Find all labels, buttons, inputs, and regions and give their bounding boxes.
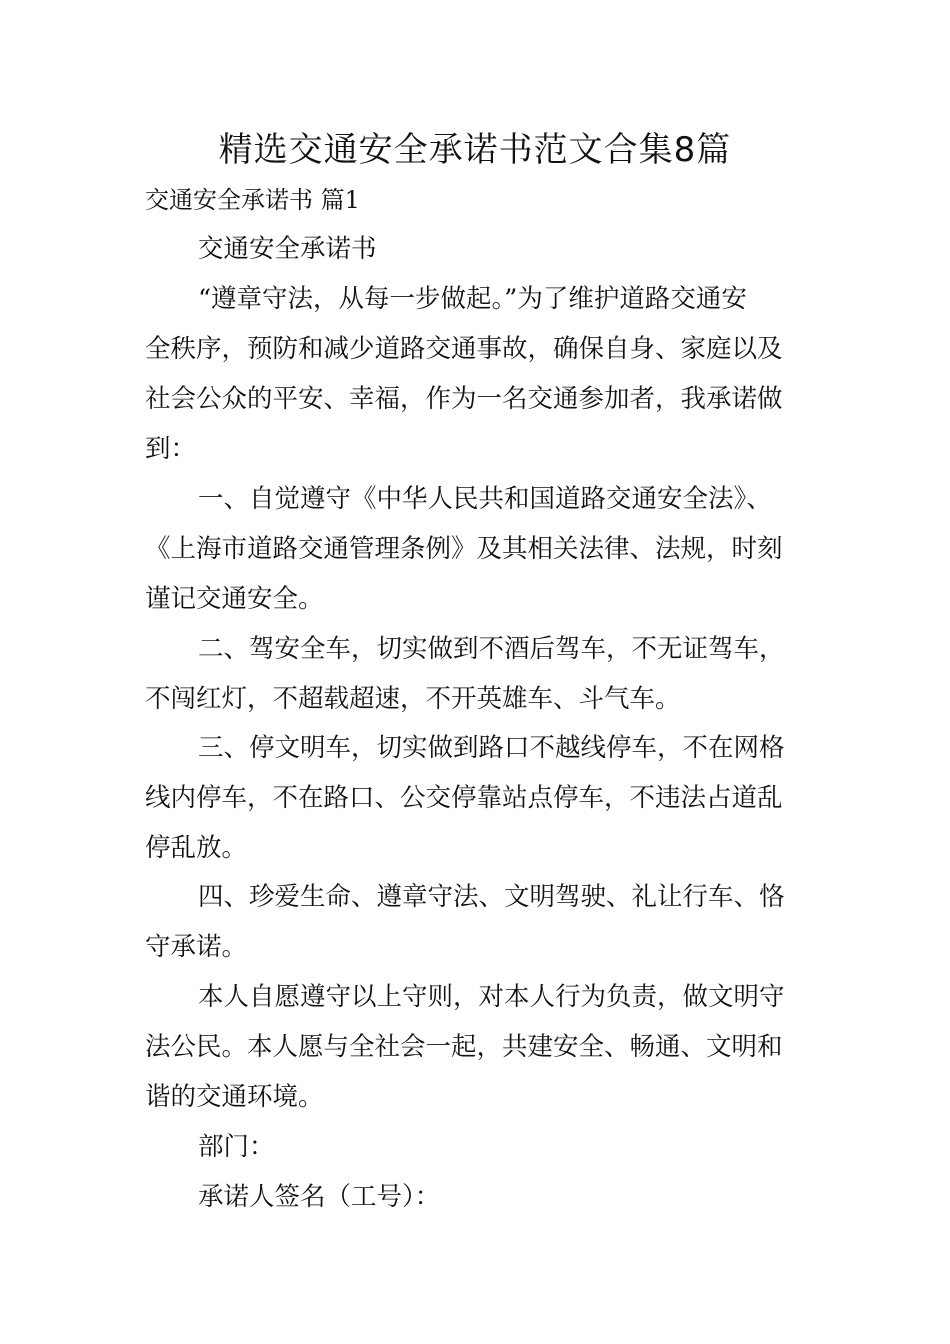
paragraph-line: 《上海市道路交通管理条例》及其相关法律、法规，时刻 — [145, 534, 783, 564]
paragraph-line: 三、停文明车，切实做到路口不越线停车，不在网格 — [198, 733, 785, 763]
paragraph-line: 社会公众的平安、幸福，作为一名交通参加者，我承诺做 — [145, 384, 783, 414]
document-title: 精选交通安全承诺书范文合集8篇 — [218, 130, 732, 170]
paragraph-line: “遵章守法，从每一步做起。”为了维护道路交通安 — [198, 284, 747, 314]
department-field-label: 部门： — [198, 1132, 275, 1162]
paragraph-line: 守承诺。 — [145, 932, 248, 962]
paragraph-line: 一、自觉遵守《中华人民共和国道路交通安全法》、 — [198, 484, 772, 514]
signature-field-label: 承诺人签名（工号）： — [198, 1182, 441, 1212]
paragraph-line: 本人自愿遵守以上守则，对本人行为负责，做文明守 — [198, 982, 785, 1012]
paragraph-line: 线内停车，不在路口、公交停靠站点停车，不违法占道乱 — [145, 783, 783, 813]
paragraph-line: 谨记交通安全。 — [145, 584, 324, 614]
paragraph-line: 二、驾安全车，切实做到不酒后驾车，不无证驾车， — [198, 634, 785, 664]
paragraph-line: 到： — [145, 434, 197, 464]
section-heading: 交通安全承诺书 篇1 — [145, 186, 360, 214]
paragraph-line: 停乱放。 — [145, 833, 248, 863]
paragraph-line: 四、珍爱生命、遵章守法、文明驾驶、礼让行车、恪 — [198, 882, 785, 912]
paragraph-line: 谐的交通环境。 — [145, 1082, 324, 1112]
paragraph-line: 不闯红灯，不超载超速，不开英雄车、斗气车。 — [145, 684, 681, 714]
paragraph-line: 法公民。本人愿与全社会一起，共建安全、畅通、文明和 — [145, 1032, 783, 1062]
paragraph-line: 全秩序，预防和减少道路交通事故，确保自身、家庭以及 — [145, 334, 783, 364]
subtitle: 交通安全承诺书 — [198, 234, 377, 264]
